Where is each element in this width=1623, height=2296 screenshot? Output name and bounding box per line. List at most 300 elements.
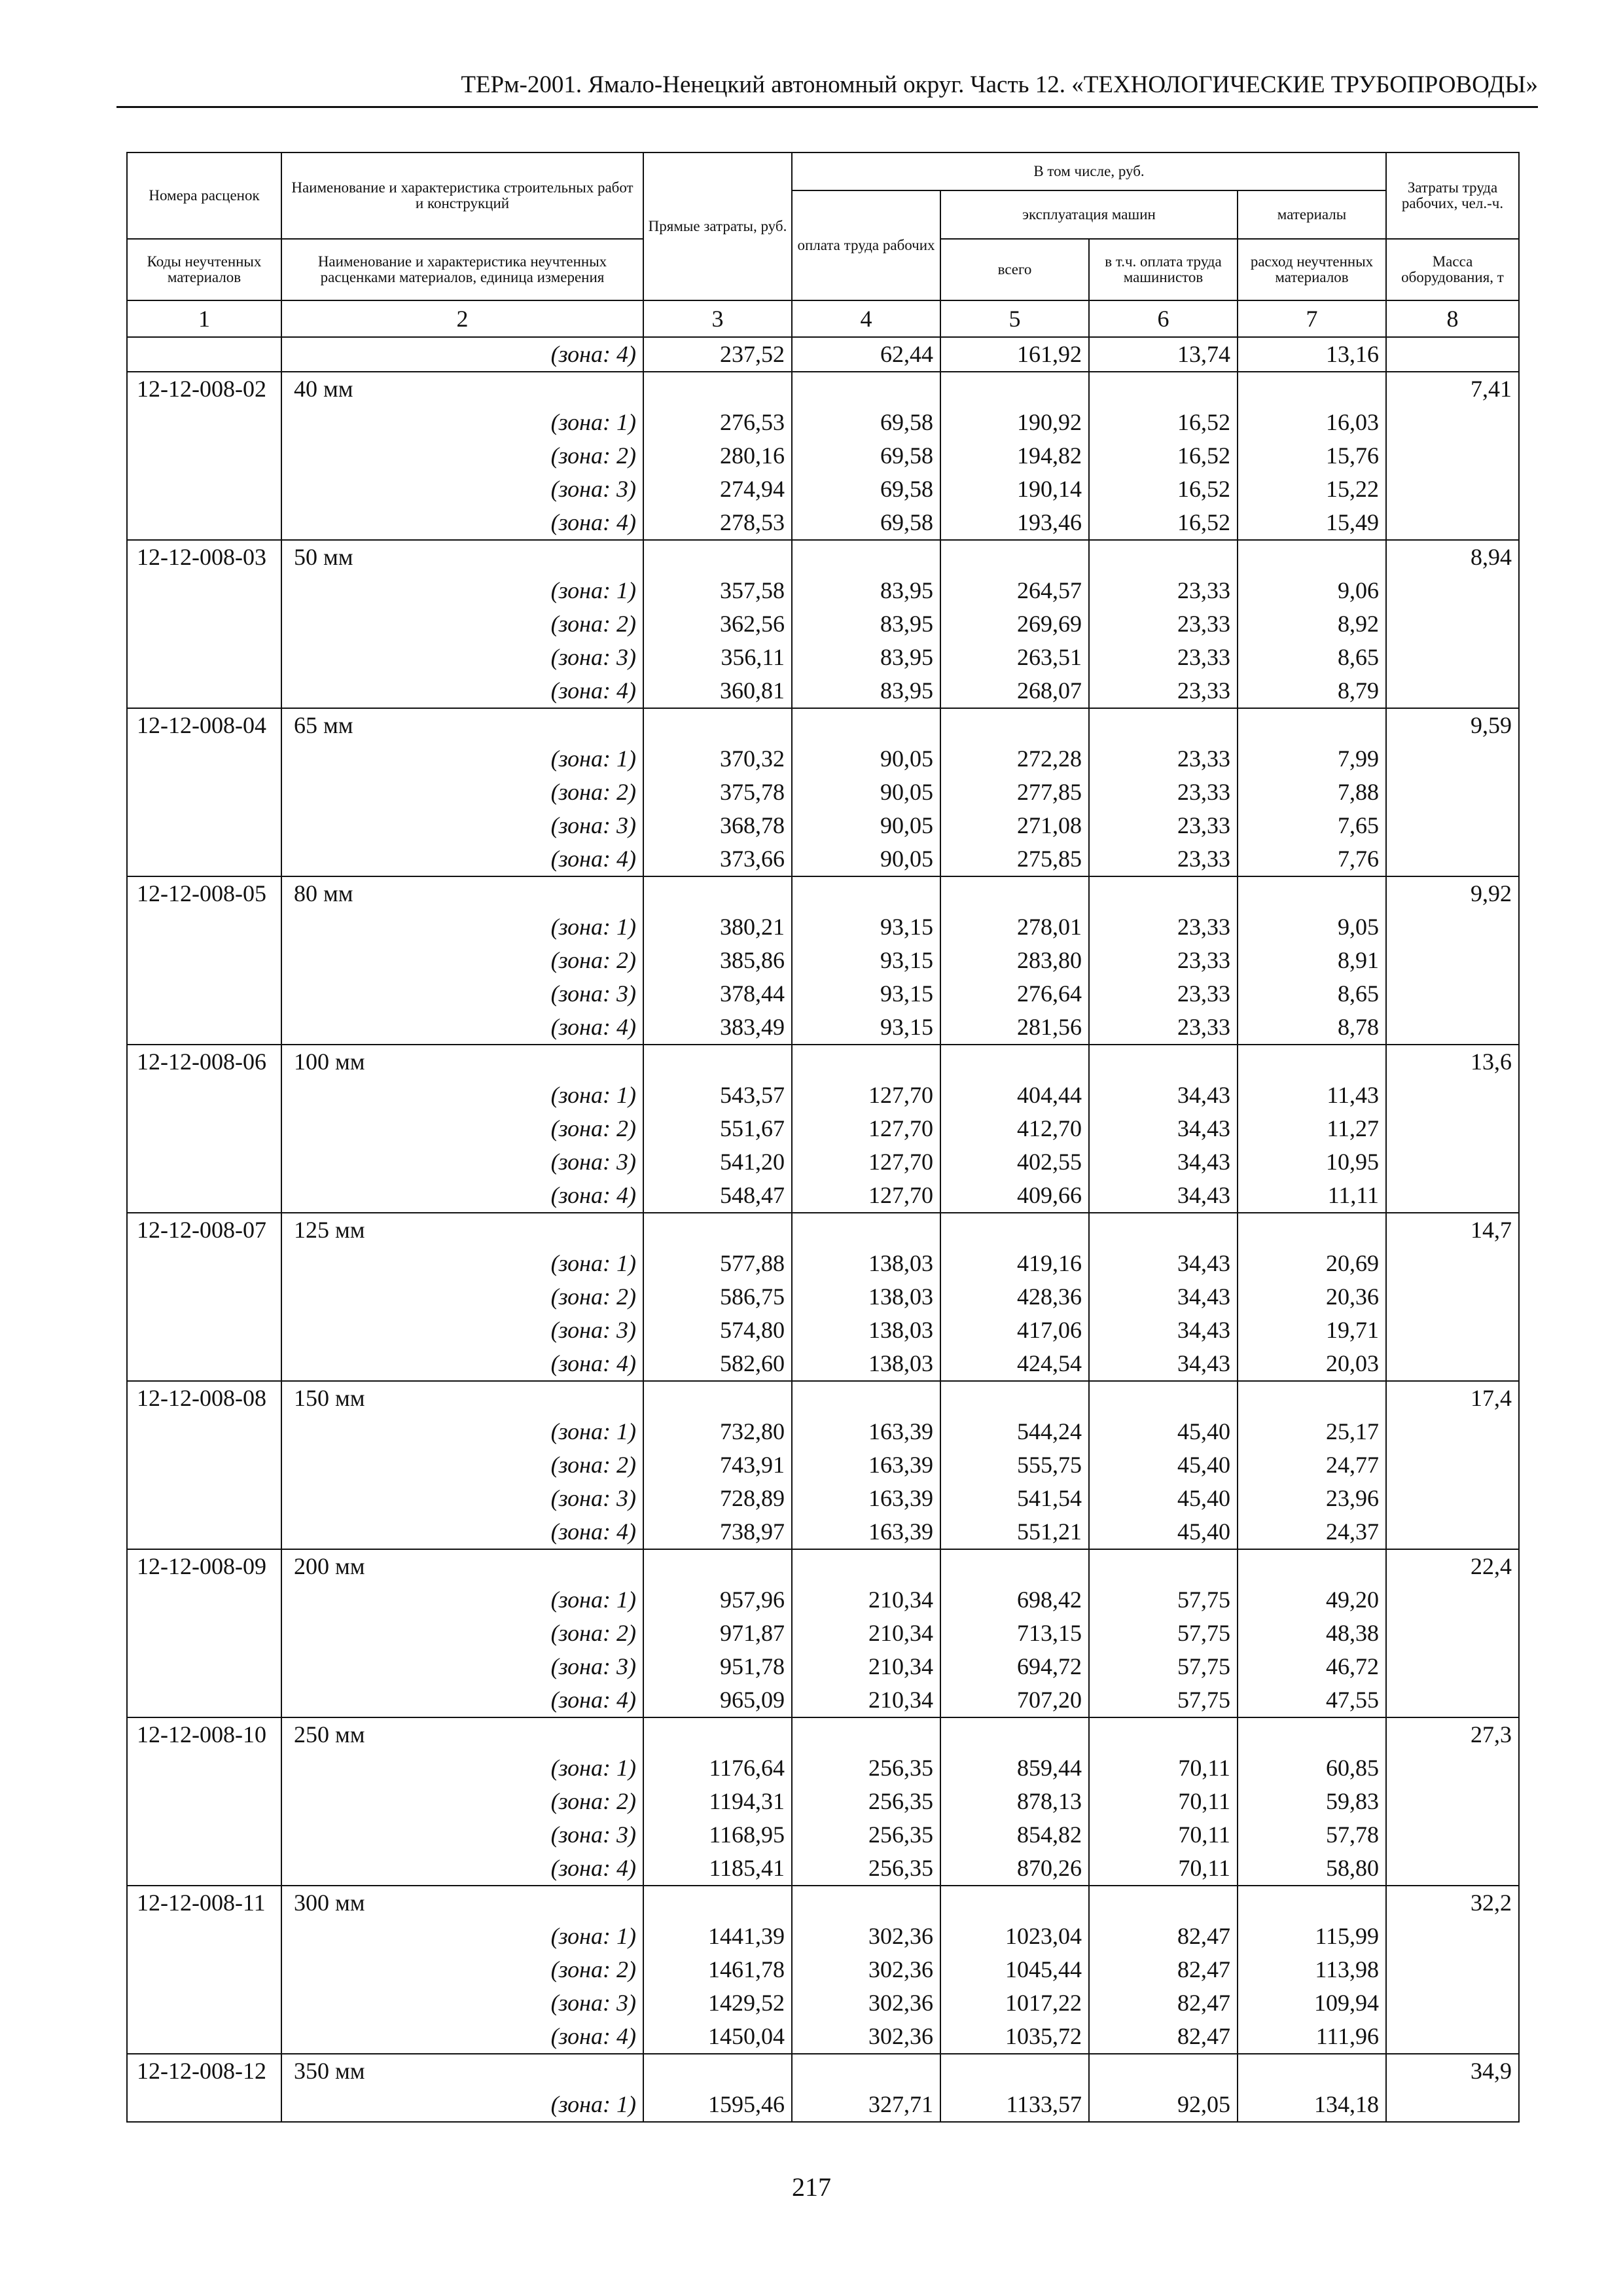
zone-label: (зона: 2) [281,1953,643,1986]
rate-code: 12-12-008-05 [127,876,281,910]
labor-cell [1386,1683,1519,1717]
rate-row [127,1381,1519,1415]
code-cell [127,1247,281,1280]
labor-cell [1386,1785,1519,1818]
materials-cell: 8,65 [1238,641,1386,674]
rate-code: 12-12-008-12 [127,2054,281,2088]
code-cell [127,1011,281,1045]
rate-name: 100 мм [281,1045,643,1079]
worker-pay-cell: 90,05 [792,842,940,876]
labor-cell [1386,1247,1519,1280]
machinist-pay-cell: 23,33 [1089,977,1238,1011]
rate-code: 12-12-008-04 [127,708,281,742]
direct-costs-cell: 541,20 [643,1145,792,1179]
materials-cell: 7,88 [1238,776,1386,809]
zone-label: (зона: 1) [281,910,643,944]
direct-costs-cell: 971,87 [643,1617,792,1650]
code-cell [127,1280,281,1314]
header-worker-pay: оплата труда рабочих [792,190,940,300]
labor-cell [1386,910,1519,944]
zone-row [127,1683,1519,1717]
machinist-pay-cell: 70,11 [1089,1818,1238,1852]
materials-cell: 19,71 [1238,1314,1386,1347]
direct-costs-cell: 378,44 [643,977,792,1011]
zone-label: (зона: 1) [281,2088,643,2122]
zone-label: (зона: 2) [281,1280,643,1314]
machinist-pay-cell: 23,33 [1089,809,1238,842]
column-number: 4 [792,300,940,337]
direct-costs-cell: 577,88 [643,1247,792,1280]
zone-label: (зона: 1) [281,1751,643,1785]
zone-label: (зона: 4) [281,337,643,372]
empty-cell [643,1549,792,1583]
machines-total-cell: 854,82 [940,1818,1089,1852]
labor-cell [1386,1583,1519,1617]
header-machine-operation: эксплуатация машин [940,190,1238,239]
labor-cell: 8,94 [1386,540,1519,574]
worker-pay-cell: 138,03 [792,1347,940,1381]
empty-cell [1089,1549,1238,1583]
machines-total-cell: 1045,44 [940,1953,1089,1986]
empty-cell [1089,1717,1238,1751]
materials-cell: 9,06 [1238,574,1386,607]
worker-pay-cell: 302,36 [792,1920,940,1953]
zone-label: (зона: 4) [281,1347,643,1381]
worker-pay-cell: 210,34 [792,1583,940,1617]
zone-row [127,1145,1519,1179]
machinist-pay-cell: 82,47 [1089,1986,1238,2020]
empty-cell [1089,1381,1238,1415]
empty-cell [1238,876,1386,910]
labor-cell [1386,337,1519,372]
zone-label: (зона: 1) [281,1920,643,1953]
labor-cell [1386,977,1519,1011]
machinist-pay-cell: 23,33 [1089,674,1238,708]
machines-total-cell: 278,01 [940,910,1089,944]
materials-cell: 7,65 [1238,809,1386,842]
machinist-pay-cell: 82,47 [1089,2020,1238,2054]
code-cell [127,1683,281,1717]
rate-row [127,708,1519,742]
direct-costs-cell: 373,66 [643,842,792,876]
zone-row [127,641,1519,674]
zone-row [127,1247,1519,1280]
direct-costs-cell: 380,21 [643,910,792,944]
machines-total-cell: 1035,72 [940,2020,1089,2054]
zone-row [127,1280,1519,1314]
machinist-pay-cell: 57,75 [1089,1683,1238,1717]
direct-costs-cell: 1185,41 [643,1852,792,1886]
zone-label: (зона: 1) [281,406,643,439]
code-cell [127,607,281,641]
labor-cell [1386,607,1519,641]
zone-row [127,910,1519,944]
worker-pay-cell: 210,34 [792,1617,940,1650]
labor-cell [1386,1112,1519,1145]
materials-cell: 47,55 [1238,1683,1386,1717]
header-materials: материалы [1238,190,1386,239]
labor-cell [1386,809,1519,842]
zone-label: (зона: 1) [281,1079,643,1112]
direct-costs-cell: 368,78 [643,809,792,842]
materials-cell: 57,78 [1238,1818,1386,1852]
empty-cell [792,1717,940,1751]
worker-pay-cell: 138,03 [792,1314,940,1347]
worker-pay-cell: 138,03 [792,1247,940,1280]
zone-row [127,1986,1519,2020]
empty-cell [940,1045,1089,1079]
empty-cell [792,1213,940,1247]
machines-total-cell: 555,75 [940,1448,1089,1482]
worker-pay-cell: 256,35 [792,1785,940,1818]
rate-code: 12-12-008-09 [127,1549,281,1583]
machines-total-cell: 268,07 [940,674,1089,708]
code-cell [127,1953,281,1986]
column-number: 3 [643,300,792,337]
machines-total-cell: 264,57 [940,574,1089,607]
machines-total-cell: 713,15 [940,1617,1089,1650]
zone-row [127,1953,1519,1986]
empty-cell [792,540,940,574]
code-cell [127,1179,281,1213]
column-number: 7 [1238,300,1386,337]
labor-cell: 34,9 [1386,2054,1519,2088]
materials-cell: 23,96 [1238,1482,1386,1515]
rate-name: 80 мм [281,876,643,910]
labor-cell [1386,674,1519,708]
direct-costs-cell: 582,60 [643,1347,792,1381]
worker-pay-cell: 256,35 [792,1818,940,1852]
machinist-pay-cell: 16,52 [1089,406,1238,439]
table-body [127,300,1519,2122]
zone-label: (зона: 4) [281,674,643,708]
direct-costs-cell: 356,11 [643,641,792,674]
materials-cell: 59,83 [1238,1785,1386,1818]
direct-costs-cell: 1450,04 [643,2020,792,2054]
code-cell [127,674,281,708]
code-cell [127,1852,281,1886]
worker-pay-cell: 256,35 [792,1852,940,1886]
code-cell [127,2020,281,2054]
labor-cell [1386,1650,1519,1683]
empty-cell [940,1717,1089,1751]
code-cell [127,1112,281,1145]
machinist-pay-cell: 23,33 [1089,742,1238,776]
materials-cell: 8,78 [1238,1011,1386,1045]
machinist-pay-cell: 16,52 [1089,473,1238,506]
empty-cell [1089,1045,1238,1079]
worker-pay-cell: 127,70 [792,1179,940,1213]
direct-costs-cell: 957,96 [643,1583,792,1617]
zone-label: (зона: 4) [281,1852,643,1886]
labor-cell [1386,2088,1519,2122]
column-number: 5 [940,300,1089,337]
machinist-pay-cell: 23,33 [1089,944,1238,977]
materials-cell: 15,22 [1238,473,1386,506]
empty-cell [1238,2054,1386,2088]
carry-over-row [127,337,1519,372]
zone-row [127,1785,1519,1818]
rate-row [127,876,1519,910]
worker-pay-cell: 163,39 [792,1482,940,1515]
code-cell [127,842,281,876]
zone-row [127,473,1519,506]
header-work-name: Наименование и характеристика строительных работ и конструкций [281,152,643,239]
code-cell [127,1448,281,1482]
empty-cell [1238,372,1386,406]
empty-cell [1089,876,1238,910]
direct-costs-cell: 1461,78 [643,1953,792,1986]
empty-cell [1238,540,1386,574]
machines-total-cell: 541,54 [940,1482,1089,1515]
direct-costs-cell: 370,32 [643,742,792,776]
code-cell [127,1751,281,1785]
zone-row [127,1583,1519,1617]
machinist-pay-cell: 34,43 [1089,1247,1238,1280]
labor-cell [1386,1751,1519,1785]
code-cell [127,1347,281,1381]
machinist-pay-cell: 23,33 [1089,842,1238,876]
machines-total-cell: 263,51 [940,641,1089,674]
empty-cell [643,708,792,742]
machines-total-cell: 283,80 [940,944,1089,977]
column-number: 6 [1089,300,1238,337]
zone-label: (зона: 2) [281,607,643,641]
machines-total-cell: 281,56 [940,1011,1089,1045]
empty-cell [643,540,792,574]
empty-cell [643,1886,792,1920]
labor-cell [1386,842,1519,876]
materials-cell: 111,96 [1238,2020,1386,2054]
worker-pay-cell: 69,58 [792,506,940,540]
machines-total-cell: 404,44 [940,1079,1089,1112]
zone-row [127,1818,1519,1852]
direct-costs-cell: 574,80 [643,1314,792,1347]
zone-row [127,439,1519,473]
worker-pay-cell: 302,36 [792,2020,940,2054]
empty-cell [792,1886,940,1920]
machines-total-cell: 194,82 [940,439,1089,473]
worker-pay-cell: 127,70 [792,1145,940,1179]
running-header: ТЕРм-2001. Ямало-Ненецкий автономный округ. Часть 12. «ТЕХНОЛОГИЧЕСКИЕ ТРУБОПРОВОДЫ» [461,71,1538,98]
code-cell [127,944,281,977]
code-cell [127,776,281,809]
zone-label: (зона: 2) [281,1448,643,1482]
code-cell [127,910,281,944]
machinist-pay-cell: 45,40 [1089,1482,1238,1515]
zone-label: (зона: 2) [281,944,643,977]
labor-cell [1386,1953,1519,1986]
code-cell [127,1583,281,1617]
header-material-name: Наименование и характеристика неучтенных расценками материалов, единица измерения [281,239,643,300]
worker-pay-cell: 127,70 [792,1112,940,1145]
code-cell [127,574,281,607]
rate-row [127,1045,1519,1079]
worker-pay-cell: 90,05 [792,776,940,809]
page-number: 217 [792,2172,831,2202]
empty-cell [1238,708,1386,742]
zone-label: (зона: 3) [281,1986,643,2020]
rate-name: 65 мм [281,708,643,742]
rate-name: 300 мм [281,1886,643,1920]
labor-cell [1386,2020,1519,2054]
zone-row [127,1515,1519,1549]
materials-cell: 8,91 [1238,944,1386,977]
labor-cell [1386,1818,1519,1852]
zone-label: (зона: 3) [281,1650,643,1683]
worker-pay-cell: 93,15 [792,910,940,944]
direct-costs-cell: 738,97 [643,1515,792,1549]
materials-cell: 60,85 [1238,1751,1386,1785]
zone-label: (зона: 1) [281,1247,643,1280]
empty-cell [643,876,792,910]
direct-costs-cell: 732,80 [643,1415,792,1448]
zone-label: (зона: 4) [281,1515,643,1549]
code-cell [127,1650,281,1683]
labor-cell [1386,1986,1519,2020]
direct-costs-cell: 385,86 [643,944,792,977]
materials-cell: 20,69 [1238,1247,1386,1280]
empty-cell [643,1381,792,1415]
zone-row [127,1112,1519,1145]
zone-label: (зона: 3) [281,809,643,842]
empty-cell [1238,1045,1386,1079]
empty-cell [940,1549,1089,1583]
labor-cell [1386,776,1519,809]
direct-costs-cell: 743,91 [643,1448,792,1482]
zone-row [127,2020,1519,2054]
labor-cell [1386,1011,1519,1045]
zone-label: (зона: 3) [281,977,643,1011]
zone-row [127,977,1519,1011]
empty-cell [940,540,1089,574]
worker-pay-cell: 69,58 [792,473,940,506]
machinist-pay-cell: 34,43 [1089,1347,1238,1381]
direct-costs-cell: 278,53 [643,506,792,540]
zone-row [127,506,1519,540]
empty-cell [792,1381,940,1415]
rate-code: 12-12-008-02 [127,372,281,406]
worker-pay-cell: 83,95 [792,641,940,674]
zone-row [127,809,1519,842]
labor-cell: 9,92 [1386,876,1519,910]
rate-row [127,2054,1519,2088]
zone-label: (зона: 2) [281,1785,643,1818]
table-header [127,152,1519,300]
direct-costs-cell: 276,53 [643,406,792,439]
machinist-pay-cell: 57,75 [1089,1650,1238,1683]
worker-pay-cell: 127,70 [792,1079,940,1112]
machines-total-cell: 190,92 [940,406,1089,439]
materials-cell: 20,36 [1238,1280,1386,1314]
code-cell [127,1986,281,2020]
machinist-pay-cell: 45,40 [1089,1515,1238,1549]
machinist-pay-cell: 23,33 [1089,641,1238,674]
materials-cell: 7,99 [1238,742,1386,776]
code-cell [127,506,281,540]
machinist-pay-cell: 70,11 [1089,1785,1238,1818]
machinist-pay-cell: 23,33 [1089,1011,1238,1045]
rate-code: 12-12-008-07 [127,1213,281,1247]
labor-cell [1386,574,1519,607]
materials-cell: 25,17 [1238,1415,1386,1448]
materials-cell: 49,20 [1238,1583,1386,1617]
code-cell [127,977,281,1011]
zone-row [127,1448,1519,1482]
code-cell [127,1079,281,1112]
worker-pay-cell: 83,95 [792,674,940,708]
code-cell [127,473,281,506]
machinist-pay-cell: 34,43 [1089,1112,1238,1145]
header-labor-costs: Затраты труда рабочих, чел.-ч. [1386,152,1519,239]
labor-cell: 9,59 [1386,708,1519,742]
worker-pay-cell: 90,05 [792,742,940,776]
zone-label: (зона: 4) [281,1011,643,1045]
zone-label: (зона: 2) [281,439,643,473]
code-cell [127,1145,281,1179]
direct-costs-cell: 1176,64 [643,1751,792,1785]
code-cell [127,337,281,372]
zone-row [127,1415,1519,1448]
machines-total-cell: 707,20 [940,1683,1089,1717]
machinist-pay-cell: 23,33 [1089,607,1238,641]
worker-pay-cell: 83,95 [792,607,940,641]
worker-pay-cell: 69,58 [792,406,940,439]
zone-label: (зона: 4) [281,506,643,540]
materials-cell: 20,03 [1238,1347,1386,1381]
empty-cell [1089,708,1238,742]
header-including: В том числе, руб. [792,152,1386,190]
rate-code: 12-12-008-03 [127,540,281,574]
labor-cell [1386,641,1519,674]
rate-name: 250 мм [281,1717,643,1751]
materials-cell: 24,37 [1238,1515,1386,1549]
machines-total-cell: 412,70 [940,1112,1089,1145]
direct-costs-cell: 543,57 [643,1079,792,1112]
empty-cell [1238,1549,1386,1583]
machinist-pay-cell: 13,74 [1089,337,1238,372]
header-machinist-pay: в т.ч. оплата труда машинистов [1089,239,1238,300]
machinist-pay-cell: 57,75 [1089,1617,1238,1650]
machines-total-cell: 698,42 [940,1583,1089,1617]
labor-cell [1386,1280,1519,1314]
zone-row [127,2088,1519,2122]
worker-pay-cell: 138,03 [792,1280,940,1314]
zone-row [127,1314,1519,1347]
materials-cell: 46,72 [1238,1650,1386,1683]
code-cell [127,641,281,674]
direct-costs-cell: 1194,31 [643,1785,792,1818]
labor-cell [1386,1314,1519,1347]
empty-cell [940,1381,1089,1415]
empty-cell [1089,1213,1238,1247]
column-number: 2 [281,300,643,337]
zone-row [127,674,1519,708]
zone-row [127,742,1519,776]
machinist-pay-cell: 34,43 [1089,1079,1238,1112]
machines-total-cell: 1017,22 [940,1986,1089,2020]
worker-pay-cell: 90,05 [792,809,940,842]
zone-label: (зона: 1) [281,574,643,607]
empty-cell [643,1213,792,1247]
rates-table [126,152,1520,2123]
rate-row [127,372,1519,406]
materials-cell: 10,95 [1238,1145,1386,1179]
machinist-pay-cell: 82,47 [1089,1920,1238,1953]
empty-cell [643,1717,792,1751]
empty-cell [940,2054,1089,2088]
worker-pay-cell: 327,71 [792,2088,940,2122]
